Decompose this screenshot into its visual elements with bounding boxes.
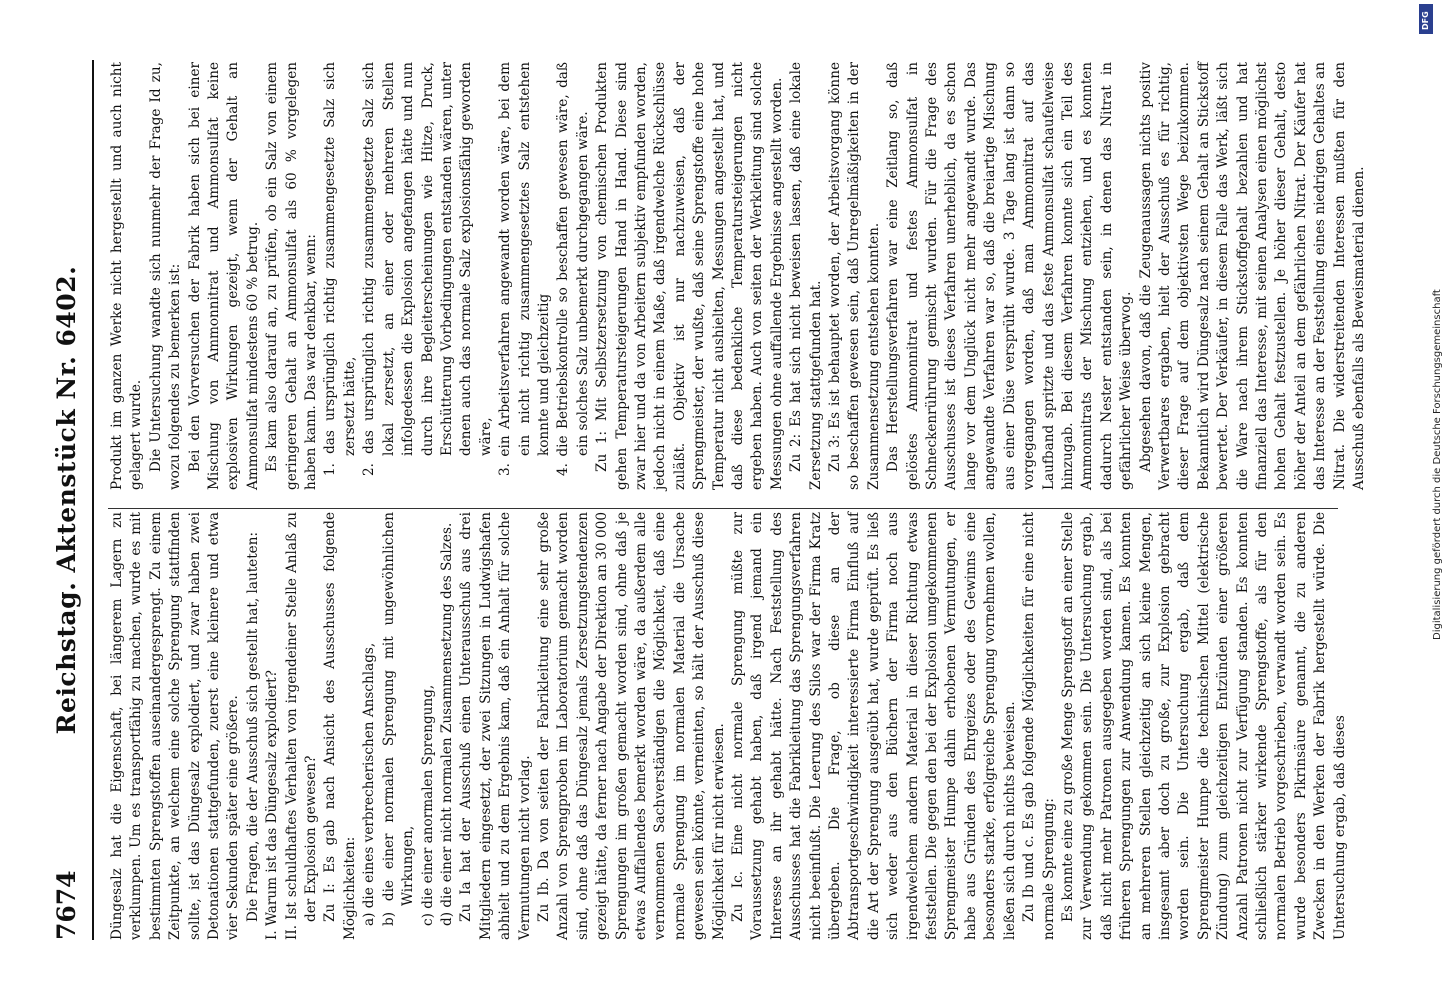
page-title: Reichstag. Aktenstück Nr. 6402. — [52, 265, 81, 735]
paragraph: Zu Ic. Eine nicht normale Sprengung müßte zur Voraussetzung gehabt haben, daß irgend jemand ein Interesse an ihr gehabt hätte. Nach Feststellung des Ausschusses hat die Fabrikleitung das Sprengungsverfahren nicht beeinflußt. Die Leerung des Silos war der Firma Kratz übergeben. Die Frage, ob diese an der Abtransportgeschwindigkeit interessierte Firma Einfluß auf die Art der Sprengung ausgeübt hat, wurde geprüft. Es ließ sich weder aus den Büchern der Firma noch aus irgendwelchem andern Material in dieser Richtung etwas feststellen. Die gegen den bei der Explosion umgekommenen Sprengmeister Humpe dahin erhobenen Vermutungen, er habe aus Gründen des Ehrgeizes oder des Gewinns eine besonders starke, erfolgreiche Sprengung vornehmen wollen, ließen sich durch nichts beweisen. — [730, 512, 1018, 940]
paragraph: Düngesalz hat die Eigenschaft, bei längerem Lagern zu verklumpen. Um es transportfähig zu machen, wurde es mit bestimmten Sprengstoffen auseinandergesprengt. Zu einem Zeitpunkte, an welchem eine solche Sprengung stattfinden sollte, ist das Düngesalz explodiert, und zwar haben zwei Detonationen stattgefunden, zuerst eine kleinere und etwa vier Sekunden später eine größere. — [109, 512, 242, 940]
dfg-logo-text: DFG — [1421, 11, 1430, 30]
page-number: 7674 — [52, 870, 81, 940]
list-item: c) die einer anormalen Sprengung, — [419, 684, 436, 926]
question-item: II. Ist schuldhaftes Verhalten von irgendeiner Stelle Anlaß zu der Explosion gewesen? — [283, 512, 320, 940]
paragraph: Zu 3: Es ist behauptet worden, der Arbeitsvorgang könne so beschaffen gewesen sein, daß Unregelmäßigkeiten in der Zusammensetzung entstehen konnten. — [827, 62, 882, 490]
paragraph: Zu 1: Mit Selbstzersetzung von chemischen Produkten gehen Temperatursteigerungen Hand in Hand. Diese sind zwar hier und da von Arbeitern subjektiv empfunden worden, jedoch nicht in einem Maße, daß irgendwelche Rückschlüsse zuläßt. Objektiv ist nur nachzuweisen, daß der Sprengmeister, der wußte, daß seine Sprengstoffe eine hohe Temperatur nicht aushielten, Messungen angestellt hat, und daß diese bedenkliche Temperatursteigerungen nicht ergeben haben. Auch von seiten der Werkleitung sind solche Messungen ohne auffallende Ergebnisse angestellt worden. — [594, 62, 785, 490]
left-column — [108, 512, 1350, 940]
paragraph: Die Untersuchung wandte sich nunmehr der Frage Id zu, wozu folgendes zu bemerken ist: — [147, 62, 184, 490]
paragraph: Es kam also darauf an, zu prüfen, ob ein Salz von einem geringeren Gehalt an Ammonsulfat als 60 % vorgelegen haben kann. Das war denkbar, wenn: — [264, 62, 320, 490]
header-rule — [92, 60, 94, 940]
paragraph: Zu I: Es gab nach Ansicht des Ausschusses folgende Möglichkeiten: — [322, 512, 358, 940]
dfg-logo — [1419, 4, 1433, 34]
paragraph: Es konnte eine zu große Menge Sprengstoff an einer Stelle zur Verwendung gekommen sein. Die Untersuchung ergab, daß nicht mehr Patronen ausgegeben worden sind, als bei früheren Sprengungen zur Anwendung kamen. Es konnten an mehreren Stellen gleichzeitig an sich kleine Mengen, insgesamt aber doch zu große, zur Explosion gebracht worden sein. Die Untersuchung ergab, daß dem Sprengmeister Humpe die technischen Mittel (elektrische Zündung) zum gleichzeitigen Entzünden einer größeren Anzahl Patronen nicht zur Verfügung standen. Es konnten schließlich stärker wirkende Sprengstoffe, als für den normalen Betrieb vorgeschrieben, verwandt worden sein. Es wurde besonders Pikrinsäure genannt, die zu anderen Zwecken in den Werken der Fabrik hergestellt würde. Die Untersuchung ergab, daß dieses — [1059, 512, 1348, 940]
question-item: I. Warum ist das Düngesalz explodiert? — [264, 670, 281, 940]
digitization-sidebar — [1418, 40, 1443, 1000]
paragraph: Zu Ib und c. Es gab folgende Möglichkeiten für eine nicht normale Sprengung: — [1021, 512, 1057, 940]
paragraph: Zu Ia hat der Ausschuß einen Unterausschuß aus drei Mitgliedern eingesetzt, der zwei Sitzungen in Ludwigshafen abhielt und zu dem Ergebnis kam, daß ein Anhalt für solche Vermutungen nicht vorlag. — [458, 512, 533, 940]
column-divider — [108, 508, 1338, 509]
paragraph: Produkt im ganzen Werke nicht hergestellt und auch nicht gelagert wurde. — [109, 62, 145, 490]
digitization-note: Digitalisierung gefördert durch die Deutsche Forschungsgemeinschaft — [1432, 289, 1443, 640]
list-item: a) die eines verbrecherischen Anschlags, — [361, 642, 378, 926]
list-item: 2. das ursprünglich richtig zusammengesetzte Salz sich lokal zersetzt, an einer oder mehreren Stellen infolgedessen die Explosion angefangen hätte und nun durch ihre Begleiterscheinungen wie Hitze, Druck, Erschütterung Vorbedingungen entstanden wären, unter denen auch das normale Salz explosionsfähig geworden wäre, — [361, 62, 494, 476]
paragraph: Die Fragen, die der Ausschuß sich gestellt hat, lauteten: — [244, 531, 261, 922]
list-item: 4. die Betriebskontrolle so beschaffen gewesen wäre, daß ein solches Salz unbemerkt durchgegangen wäre. — [555, 62, 591, 476]
paragraph: Abgesehen davon, daß die Zeugenaussagen nichts positiv Verwertbares ergaben, hielt der Ausschuß es für richtig, dieser Frage auf dem objektivsten Wege beizukommen. Bekanntlich wird Düngesalz nach seinem Gehalt an Stickstoff bewertet. Der Verkäufer, in diesem Falle das Werk, läßt sich die Ware nach ihrem Stickstoffgehalt bezahlen und hat finanziell das Interesse, mit seinen Analysen einen möglichst hohen Gehalt festzustellen. Je höher dieser Gehalt, desto höher der Anteil an dem gefährlichen Nitrat. Der Käufer hat das Interesse an der Feststellung eines niedrigen Gehaltes an Nitrat. Die widerstreitenden Interessen mußten für den Ausschuß ebenfalls als Beweismaterial dienen. — [1137, 62, 1367, 490]
paragraph: Bei den Vorversuchen der Fabrik haben sich bei einer Mischung von Ammonnitrat und Ammonsulfat keine explosiven Wirkungen gezeigt, wenn der Gehalt an Ammonsulfat mindestens 60 % betrug. — [186, 62, 261, 490]
list-item: 1. das ursprünglich richtig zusammengesetzte Salz sich zersetzt hätte, — [322, 62, 358, 476]
list-item: b) die einer normalen Sprengung mit ungewöhnlichen Wirkungen, — [380, 512, 417, 926]
right-column — [108, 62, 1369, 490]
page-header — [52, 60, 92, 940]
paragraph: Das Herstellungsverfahren war eine Zeitlang so, daß gelöstes Ammonnitrat und festes Ammonsulfat in Schneckenrührung gemischt wurden. Für die Frage des Ausschusses ist dieses Verfahren unerheblich, da es schon lange vor dem Unglück nicht mehr angewandt wurde. Das angewandte Verfahren war so, daß die breiartige Mischung aus einer Düse versprüht wurde. 3 Tage lang ist dann so vorgegangen worden, daß man Ammonnitrat auf das Laufband spritzte und das feste Ammonsulfat schaufelweise hinzugab. Bei diesem Verfahren konnte sich ein Teil des Ammonnitrats der Mischung entziehen, und es konnten dadurch Nester entstanden sein, in denen das Nitrat in gefährlicher Weise überwog. — [885, 62, 1135, 490]
paragraph: Zu 2: Es hat sich nicht beweisen lassen, daß eine lokale Zersetzung stattgefunden hat. — [788, 62, 824, 490]
list-item: 3. ein Arbeitsverfahren angewandt worden wäre, bei dem ein nicht richtig zusammengesetztes Salz entstehen konnte und gleichzeitig — [497, 62, 552, 476]
list-item: d) die einer nicht normalen Zusammensetzung des Salzes. — [438, 522, 455, 926]
paragraph: Zu Ib. Da von seiten der Fabrikleitung eine sehr große Anzahl von Sprengproben im Laboratorium gemacht worden sind, ohne daß das Düngesalz jemals Zersetzungstendenzen gezeigt hätte, da ferner nach Angabe der Direktion an 30 000 Sprengungen im großen gemacht worden sind, ohne daß je etwas Auffallendes bemerkt worden wäre, da außerdem alle vernommenen Sachverständigen die Möglichkeit, daß eine normale Sprengung im normalen Material die Ursache gewesen sein könnte, verneinten, so hält der Ausschuß diese Möglichkeit für nicht erwiesen. — [535, 512, 727, 940]
